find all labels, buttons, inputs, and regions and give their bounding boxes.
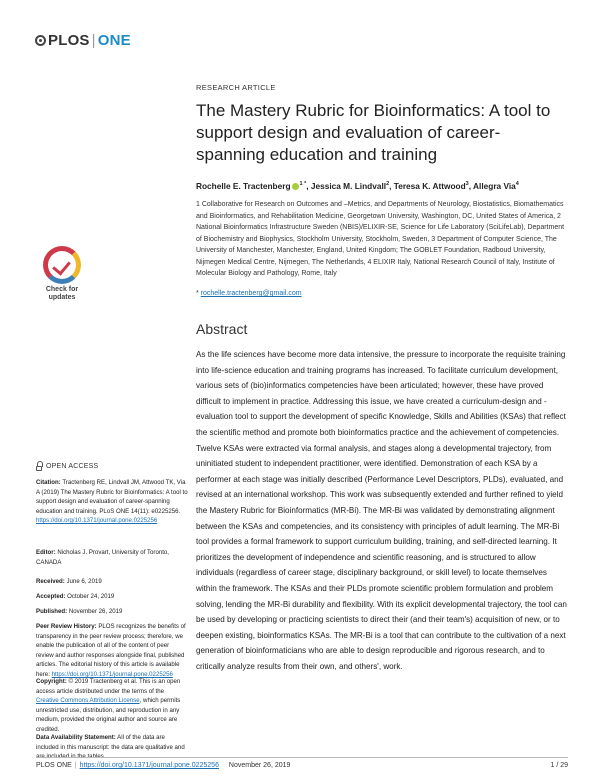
citation-doi-link[interactable]: https://doi.org/10.1371/journal.pone.0225256	[36, 517, 158, 525]
editor-label: Editor:	[36, 549, 56, 556]
journal-logo	[35, 32, 131, 49]
peer-review-label: Peer Review History:	[36, 623, 97, 630]
footer-journal: PLOS ONE	[36, 762, 72, 769]
plos-logo-icon	[35, 35, 46, 46]
author-separator: ,	[389, 181, 394, 191]
peer-review-block	[36, 622, 188, 680]
editor-text: Nicholas J. Provart, University of Toronto, CANADA	[36, 549, 169, 566]
footer-divider	[36, 757, 568, 758]
author-name[interactable]: Rochelle E. Tractenberg	[196, 181, 291, 191]
author-affiliation-mark: 2	[386, 181, 390, 188]
abstract-heading: Abstract	[196, 321, 248, 337]
corresponding-author	[196, 290, 568, 297]
affiliations: 1 Collaborative for Research on Outcomes and –Metrics, and Departments of Neurology, Biostatistics, Biomathematics and Bioinformatics, and Rehabilitation Medicine, Georgetown University, Washington, DC, United States of America, 2 National Bioinformatics Infrastructure Sweden (NBIS)/ELIXIR-SE, Science for Life Laboratory (SciLifeLab), Department of Biochemistry and Biophysics, Stockholm University, Stockholm, Sweden, 3 Department of Computer Science, The University of Manchester, Manchester, England, United Kingdom; The GOBLET Foundation, Radboud University, Nijmegen Medical Centre, Nijmegen, The Netherlands, 4 ELIXIR Italy, National Research Council of Italy, Institute of Molecular Biology and Pathology, Rome, Italy	[196, 201, 565, 277]
open-lock-icon	[36, 466, 42, 471]
author-affiliation-mark: 4	[515, 181, 519, 188]
data-availability-text: All of the data are included in this manuscript: the data are qualitative and are included in the tables.	[36, 734, 185, 761]
article-type: RESEARCH ARTICLE	[196, 83, 276, 92]
author-affiliation-mark: 3	[465, 181, 469, 188]
published-label: Published:	[36, 608, 68, 615]
logo-one: ONE	[97, 32, 131, 49]
published-block	[36, 607, 188, 617]
author-affiliation-mark: 1 *	[299, 181, 307, 188]
citation-text: Tractenberg RE, Lindvall JM, Attwood TK, Via A (2019) The Mastery Rubric for Bioinformatics: A tool to support design and evaluation of career-spanning education and training. PLoS ONE 14(11): e0225256.	[36, 479, 188, 515]
corresponding-email-link[interactable]: rochelle.tractenberg@gmail.com	[200, 290, 302, 297]
orcid-icon[interactable]	[292, 183, 299, 190]
copyright-text: © 2019 Tractenberg et al. This is an open access article distributed under the terms of the	[36, 678, 181, 695]
logo-separator: |	[91, 32, 96, 49]
author-separator: ,	[306, 181, 311, 191]
license-link[interactable]: Creative Commons Attribution License	[36, 697, 140, 705]
check-updates-line1: Check for	[45, 286, 79, 293]
check-for-updates-badge[interactable]	[36, 246, 88, 303]
data-availability-block	[36, 733, 188, 761]
received-label: Received:	[36, 578, 65, 585]
footer-separator: |	[74, 762, 77, 769]
data-availability-label: Data Availability Statement:	[36, 734, 116, 741]
page-footer	[36, 762, 568, 769]
citation-label: Citation:	[36, 479, 61, 486]
check-updates-line2: updates	[48, 294, 76, 301]
copyright-text-cont: , which permits unrestricted use, distribution, and reproduction in any medium, provided the original author and source are credited.	[36, 697, 181, 733]
footer-doi-link[interactable]: https://doi.org/10.1371/journal.pone.0225256	[79, 762, 219, 769]
received-date: June 6, 2019	[66, 578, 102, 585]
copyright-block	[36, 677, 188, 735]
citation-block	[36, 478, 188, 526]
footer-left	[36, 762, 290, 769]
author-name[interactable]: Teresa K. Attwood	[393, 181, 466, 191]
page-number: 1 / 29	[550, 762, 568, 769]
check-updates-label	[36, 286, 88, 302]
corresponding-mark: *	[196, 290, 201, 297]
published-date: November 26, 2019	[68, 608, 123, 615]
author-list	[196, 181, 568, 191]
footer-date: November 26, 2019	[228, 762, 291, 769]
accepted-label: Accepted:	[36, 593, 66, 600]
copyright-label: Copyright:	[36, 678, 67, 685]
author-separator: ,	[468, 181, 474, 191]
peer-review-text: PLOS recognizes the benefits of transparency in the peer review process; therefore, we enable the publication of all of the content of peer review and author responses alongside final, published articles. The editorial history of this article is available here:	[36, 623, 186, 678]
accepted-date: October 24, 2019	[67, 593, 115, 600]
editor-block	[36, 548, 188, 567]
open-access-label: OPEN ACCESS	[46, 463, 99, 470]
accepted-block	[36, 592, 188, 602]
logo-plos: PLOS	[48, 32, 90, 49]
article-title: The Mastery Rubric for Bioinformatics: A tool to support design and evaluation of career-spanning education and training	[196, 101, 551, 164]
author-name[interactable]: Jessica M. Lindvall	[310, 181, 387, 191]
open-access-badge	[36, 462, 188, 472]
crossmark-icon	[43, 246, 81, 284]
abstract-text: As the life sciences have become more data intensive, the pressure to incorporate the requisite training into life-science education and training programs has increased. To facilitate curriculum development, various sets of (bio)informatics competencies have been articulated; however, these have proved difficult to implement in practice. Addressing this issue, we have created a curriculum-design and -evaluation tool to support the development of specific Knowledge, Skills and Abilities (KSAs) that reflect the scientific method and promote both bioinformatics practice and the achievement of competencies. Twelve KSAs were extracted via formal analysis, and stages along a developmental trajectory, from uninitiated student to independent practitioner, were identified. Demonstration of each KSA by a performer at each stage was initially described (Performance Level Descriptors, PLDs), evaluated, and revised at an international workshop. This work was subsequently extended and further refined to yield the Mastery Rubric for Bioinformatics (MR-Bi). The MR-Bi was validated by demonstrating alignment between the KSAs and competencies, and its consistency with principles of adult learning. The MR-Bi tool provides a formal framework to support curriculum building, training, and self-directed learning. It prioritizes the development of independence and scientific reasoning, and is structured to allow individuals (regardless of career stage, disciplinary background, or skill level) to locate themselves within the framework. The KSAs and their PLDs promote scientific problem formulation and problem solving, lending the MR-Bi durability and flexibility. With its explicit developmental trajectory, the tool can be used by developing or practicing scientists to direct their (and their team's) acquisition of new, or to deepen existing, bioinformatics KSAs. The MR-Bi is a tool that can contribute to the cultivation of a next generation of bioinformaticians who are able to design reproducible and rigorous research, and to critically analyze results from their own, and others', work.	[196, 350, 567, 671]
author-name[interactable]: Allegra Via	[473, 181, 516, 191]
peer-review-doi-link[interactable]: https://doi.org/10.1371/journal.pone.0225256	[51, 670, 173, 678]
received-block	[36, 577, 188, 587]
